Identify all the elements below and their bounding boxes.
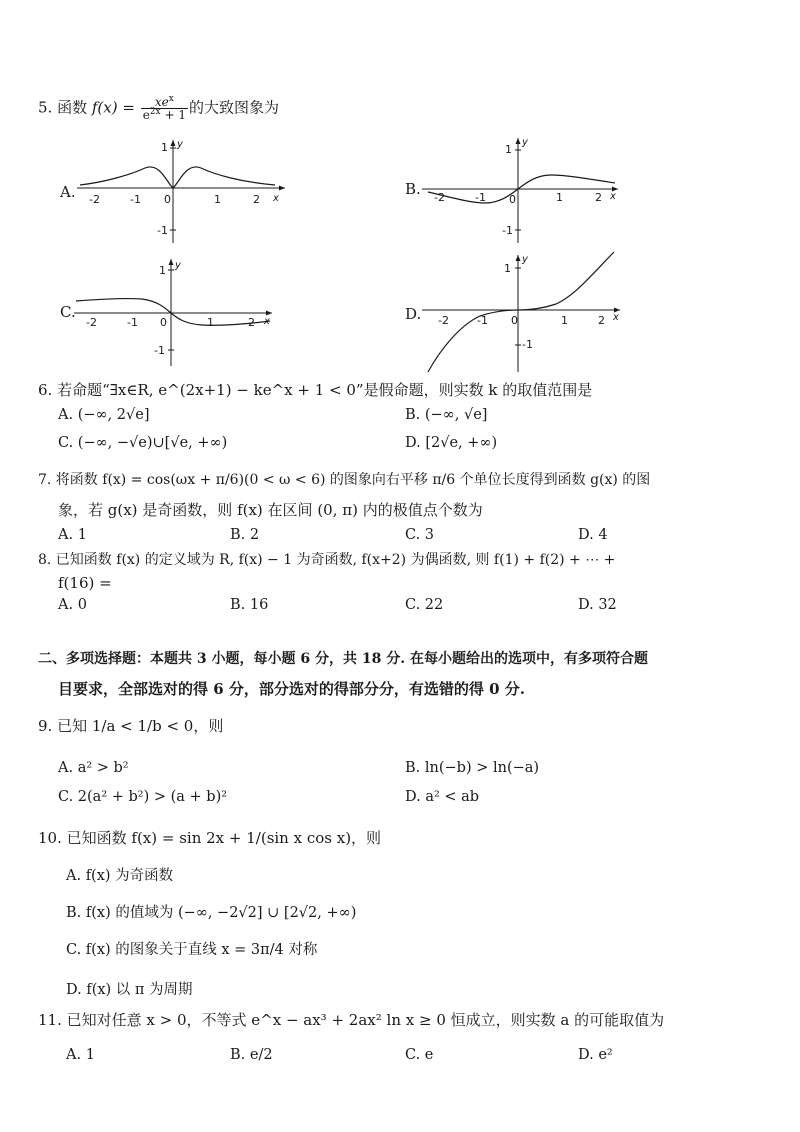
q6-option-a: A. (−∞, 2√e] — [58, 407, 150, 423]
q7-option-a: A. 1 — [58, 527, 87, 543]
graph-c-yneg1: -1 — [154, 344, 165, 357]
graph-b-y1: 1 — [505, 143, 512, 156]
graph-d-xm1: -1 — [477, 314, 488, 327]
q8-option-b: B. 16 — [230, 597, 269, 613]
graph-b-xm1: -1 — [475, 191, 486, 204]
q10-option-d: D. f(x) 以 π 为周期 — [66, 982, 193, 998]
graph-a — [75, 135, 290, 250]
graph-b-xlabel: x — [610, 191, 616, 202]
graph-c-label: C. — [60, 303, 76, 321]
q10-option-c: C. f(x) 的图象关于直线 x = 3π/4 对称 — [66, 942, 318, 958]
graph-a-y-arrow — [171, 140, 176, 146]
graph-b-x2: 2 — [595, 191, 602, 204]
q10-stem: 10. 已知函数 f(x) = sin 2x + 1/(sin x cos x)，则 — [38, 829, 382, 847]
graph-b-ylabel: y — [522, 137, 528, 148]
graph-a-x1: 1 — [214, 193, 221, 206]
q11-option-a: A. 1 — [66, 1047, 95, 1063]
graph-a-xm2: -2 — [89, 193, 100, 206]
graph-a-x-arrow — [279, 186, 285, 191]
q11-option-c: C. e — [405, 1047, 434, 1063]
graph-c-curve — [76, 299, 270, 326]
graph-d — [420, 250, 630, 375]
graph-c-xlabel: x — [264, 316, 270, 327]
graph-a-x2: 2 — [253, 193, 260, 206]
section2-header-line2: 目要求，全部选对的得 6 分，部分选对的得部分分，有选错的得 0 分. — [58, 680, 525, 698]
section2-header-line1: 二、多项选择题：本题共 3 小题，每小题 6 分，共 18 分. 在每小题给出的选项中，有多项符合题 — [38, 651, 648, 667]
q5-fraction: $\frac{xe^x}{e^{2x} + 1}$ — [142, 94, 186, 122]
graph-b-yneg1: -1 — [502, 224, 513, 237]
graph-d-yneg1: -1 — [522, 338, 533, 351]
graph-a-yneg1: -1 — [157, 224, 168, 237]
q10-option-b: B. f(x) 的值域为 (−∞, −2√2] ∪ [2√2, +∞) — [66, 905, 357, 921]
q7-stem-line2: 象，若 g(x) 是奇函数，则 f(x) 在区间 (0, π) 内的极值点个数为 — [58, 501, 483, 519]
q7-option-b: B. 2 — [230, 527, 260, 543]
q11-stem: 11. 已知对任意 x > 0，不等式 e^x − ax³ + 2ax² ln x ≥ 0 恒成立，则实数 a 的可能取值为 — [38, 1011, 665, 1029]
graph-b-x0: 0 — [509, 193, 516, 206]
graph-b-x1: 1 — [556, 191, 563, 204]
graph-d-xlabel: x — [613, 312, 619, 323]
graph-c-xm2: -2 — [86, 316, 97, 329]
graph-a-xlabel: x — [273, 193, 279, 204]
q7-option-c: C. 3 — [405, 527, 435, 543]
q9-option-b: B. ln(−b) > ln(−a) — [405, 760, 540, 776]
graph-c-x1: 1 — [207, 316, 214, 329]
graph-c-y1: 1 — [159, 264, 166, 277]
q10-option-a: A. f(x) 为奇函数 — [66, 868, 174, 884]
graph-a-xm1: -1 — [130, 193, 141, 206]
graph-a-curve — [80, 167, 275, 188]
q9-option-a: A. a² > b² — [58, 760, 129, 776]
q6-option-d: D. [2√e, +∞) — [405, 435, 498, 451]
q6-option-b: B. (−∞, √e] — [405, 407, 488, 423]
q11-option-b: B. e/2 — [230, 1047, 273, 1063]
q9-option-c: C. 2(a² + b²) > (a + b)² — [58, 789, 228, 805]
graph-b — [420, 133, 625, 248]
graph-a-ylabel: y — [177, 139, 183, 150]
graph-c — [72, 254, 282, 369]
q8-option-a: A. 0 — [58, 597, 87, 613]
q7-option-d: D. 4 — [578, 527, 608, 543]
graph-d-y1: 1 — [504, 262, 511, 275]
graph-a-x0: 0 — [164, 193, 171, 206]
graph-d-label: D. — [405, 305, 422, 323]
graph-a-label: A. — [60, 183, 76, 201]
graph-d-x0: 0 — [511, 314, 518, 327]
graph-c-ylabel: y — [175, 260, 181, 271]
graph-b-label: B. — [405, 180, 421, 198]
q5-stem: 5. 函数 f(x) = $\frac{xe^x}{e^{2x} + 1}$ 的大致图象为 — [38, 94, 279, 122]
graph-d-x2: 2 — [598, 314, 605, 327]
graph-c-xm1: -1 — [127, 316, 138, 329]
graph-d-xm2: -2 — [438, 314, 449, 327]
q11-option-d: D. e² — [578, 1047, 613, 1063]
q9-option-d: D. a² < ab — [405, 789, 480, 805]
graph-d-ylabel: y — [522, 254, 528, 265]
q8-option-c: C. 22 — [405, 597, 444, 613]
q8-stem-line1: 8. 已知函数 f(x) 的定义域为 R, f(x) − 1 为奇函数, f(x+2) 为偶函数, 则 f(1) + f(2) + ⋯ + — [38, 552, 616, 568]
graph-b-xm2: -2 — [434, 191, 445, 204]
q6-stem: 6. 若命题“∃x∈R, e^(2x+1) − ke^x + 1 < 0”是假命题，则实数 k 的取值范围是 — [38, 381, 593, 399]
q8-stem-line2: f(16) = — [58, 574, 112, 592]
graph-d-curve — [428, 252, 614, 372]
q7-stem-line1: 7. 将函数 f(x) = cos(ωx + π/6)(0 < ω < 6) 的图象向右平移 π/6 个单位长度得到函数 g(x) 的图 — [38, 472, 651, 488]
graph-c-x0: 0 — [160, 316, 167, 329]
q9-stem: 9. 已知 1/a < 1/b < 0，则 — [38, 717, 224, 735]
q6-option-c: C. (−∞, −√e)∪[√e, +∞) — [58, 435, 228, 451]
graph-a-y1: 1 — [161, 141, 168, 154]
graph-d-x1: 1 — [561, 314, 568, 327]
graph-c-x2: 2 — [248, 316, 255, 329]
q8-option-d: D. 32 — [578, 597, 617, 613]
